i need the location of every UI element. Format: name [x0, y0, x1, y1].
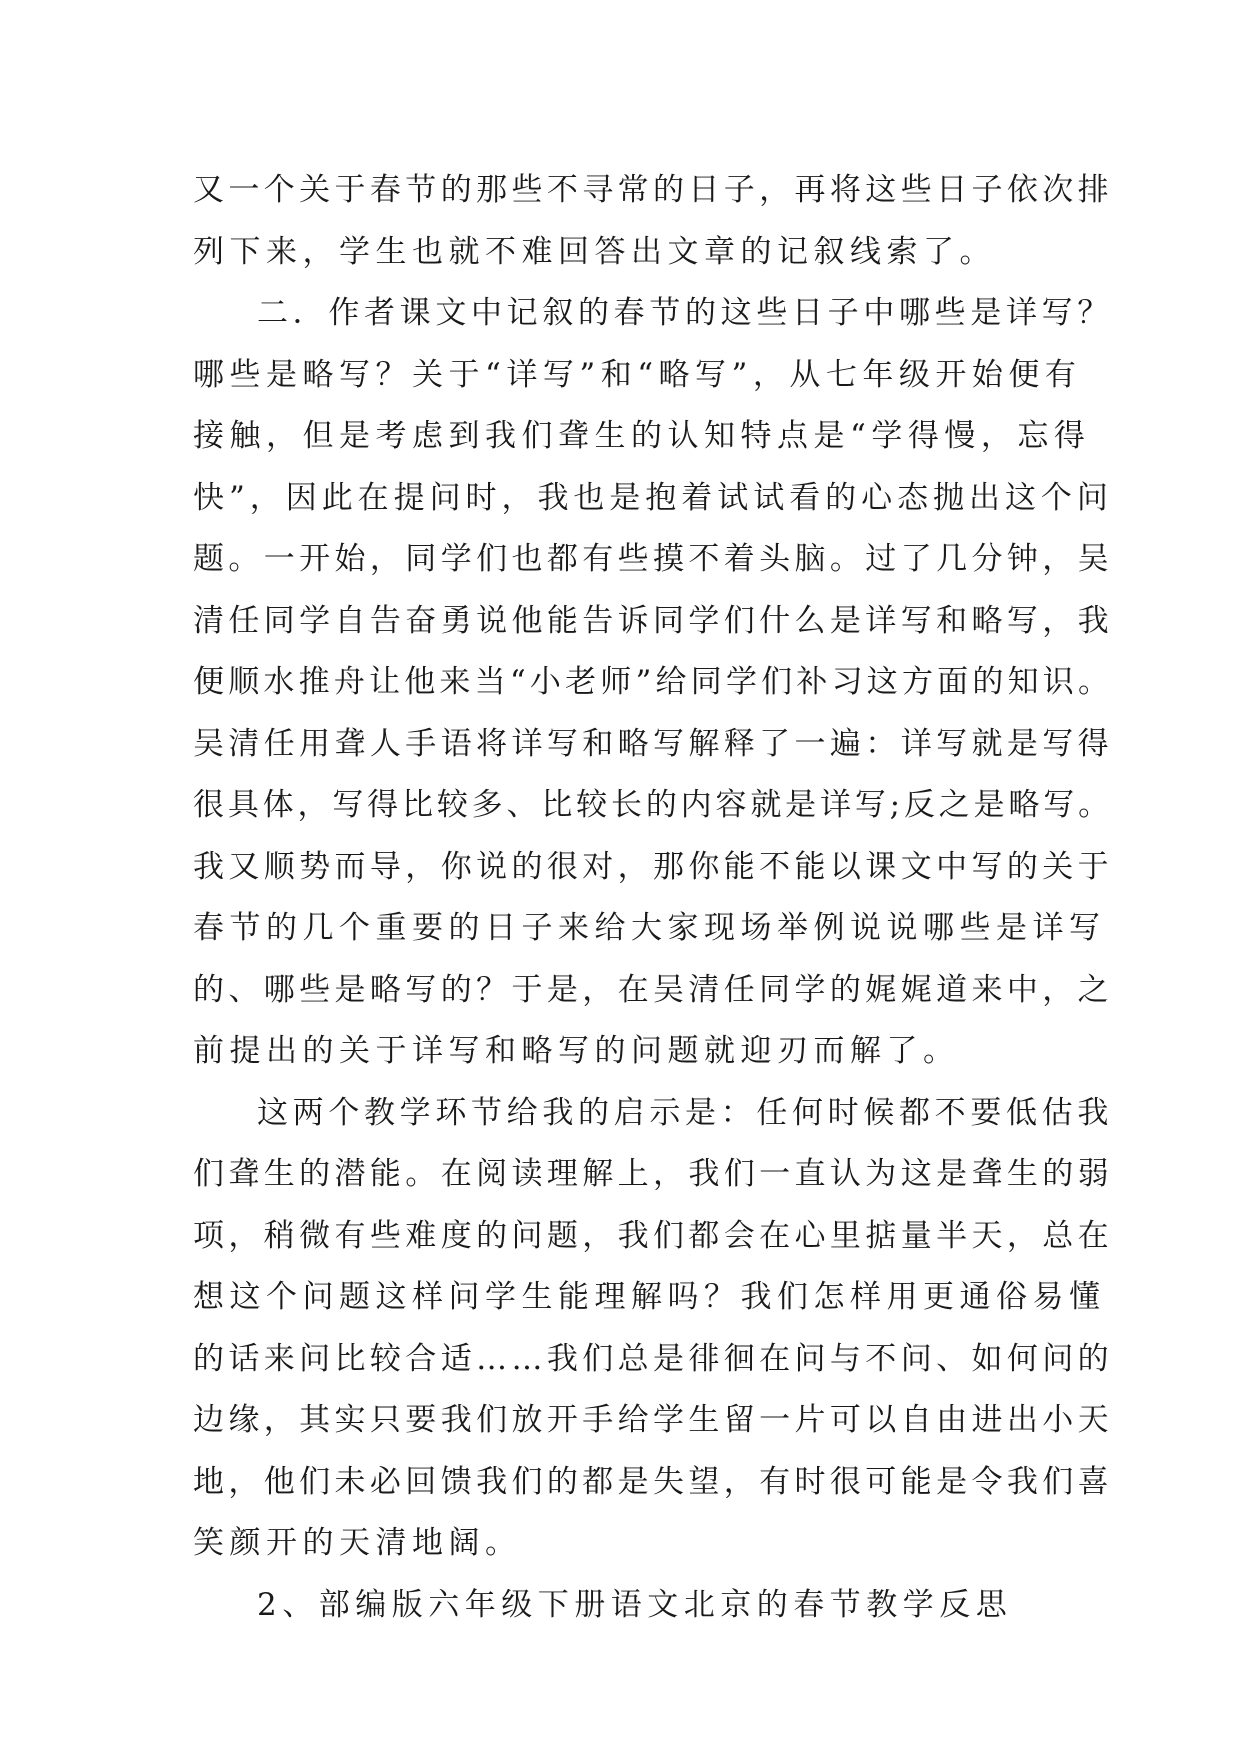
section-heading: 2、部编版六年级下册语文北京的春节教学反思: [257, 1586, 1013, 1623]
text-line: 便顺水推舟让他来当“小老师”给同学们补习这方面的知识。: [193, 664, 1114, 700]
text-line: 接触，但是考虑到我们聋生的认知特点是“学得慢，忘得: [193, 418, 1091, 454]
text-line: 吴清任用聋人手语将详写和略写解释了一遍：详写就是写得: [193, 725, 1113, 762]
text-line: 地，他们未必回馈我们的都是失望，有时很可能是令我们喜: [193, 1463, 1113, 1500]
text-line: 哪些是略写？关于“详写”和“略写”，从七年级开始便有: [193, 356, 1082, 393]
text-line: 我又顺势而导，你说的很对，那你能不能以课文中写的关于: [193, 848, 1113, 885]
text-line: 项，稍微有些难度的问题，我们都会在心里掂量半天，总在: [193, 1217, 1113, 1254]
text-line: 快”，因此在提问时，我也是抱着试试看的心态抛出这个问: [193, 479, 1113, 516]
text-line: 又一个关于春节的那些不寻常的日子，再将这些日子依次排: [193, 172, 1113, 208]
text-line: 的话来问比较合适……我们总是徘徊在问与不问、如何问的: [193, 1340, 1113, 1377]
text-line: 这两个教学环节给我的启示是：任何时候都不要低估我: [257, 1094, 1113, 1131]
text-line: 前提出的关于详写和略写的问题就迎刃而解了。: [193, 1033, 960, 1069]
text-line: 列下来，学生也就不难回答出文章的记叙线索了。: [193, 233, 996, 270]
text-line: 很具体，写得比较多、比较长的内容就是详写;反之是略写。: [193, 787, 1113, 823]
document-body: [193, 160, 1114, 1636]
text-line: 二．作者课文中记叙的春节的这些日子中哪些是详写？: [257, 295, 1113, 331]
text-line: 春节的几个重要的日子来给大家现场举例说说哪些是详写: [193, 910, 1106, 946]
text-line: 们聋生的潜能。在阅读理解上，我们一直认为这是聋生的弱: [193, 1156, 1113, 1192]
text-line: 的、哪些是略写的？于是，在吴清任同学的娓娓道来中，之: [193, 971, 1113, 1008]
text-line: 笑颜开的天清地阔。: [193, 1525, 522, 1561]
text-line: 题。一开始，同学们也都有些摸不着头脑。过了几分钟，吴: [193, 541, 1113, 577]
text-line: 想这个问题这样问学生能理解吗？我们怎样用更通俗易懂: [193, 1279, 1106, 1315]
text-line: 边缘，其实只要我们放开手给学生留一片可以自由进出小天: [193, 1402, 1113, 1438]
text-line: 清任同学自告奋勇说他能告诉同学们什么是详写和略写，我: [193, 602, 1113, 639]
